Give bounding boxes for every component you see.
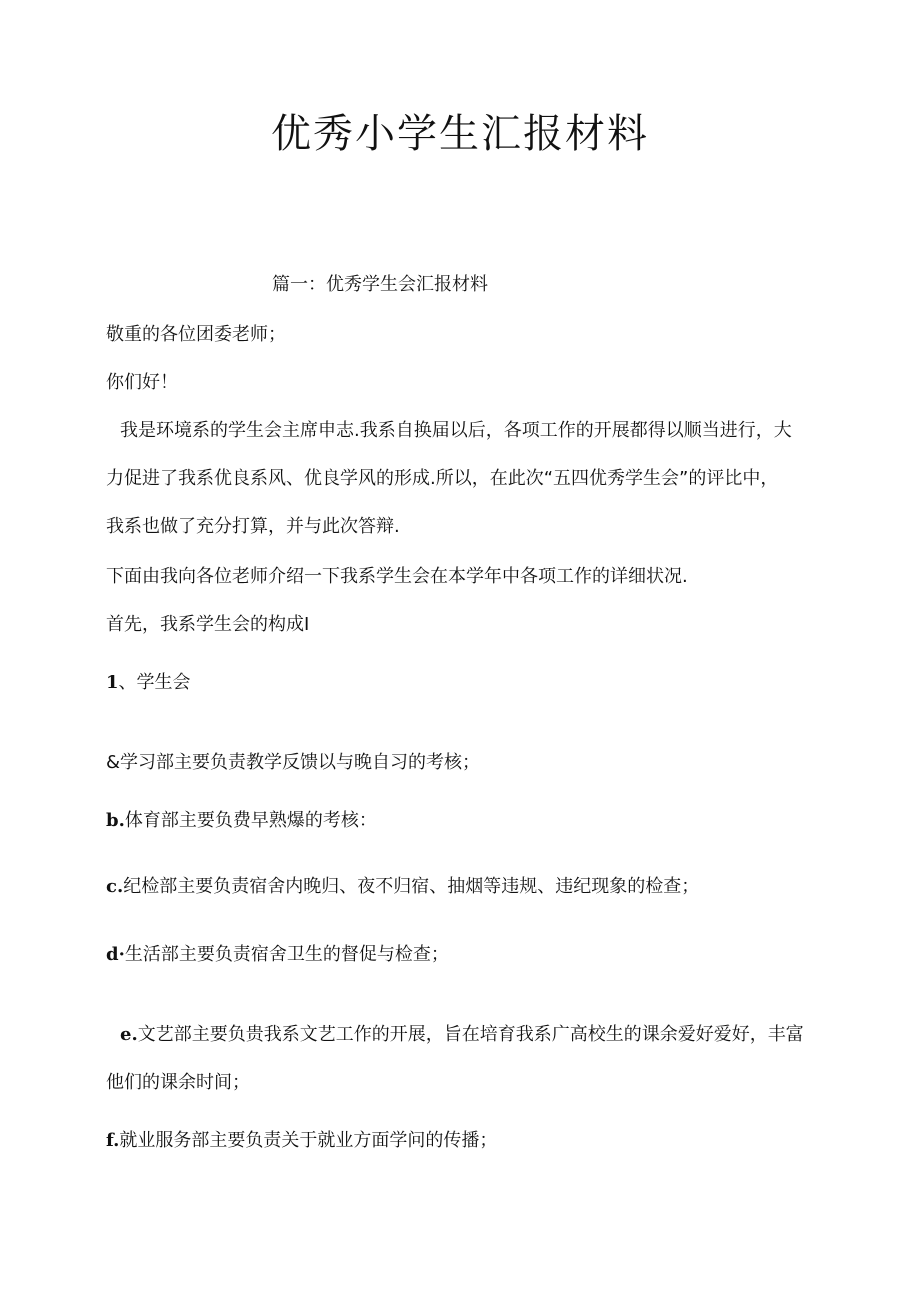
- item-text: 学习部主要负责教学反馈以与晚自习的考核；: [120, 752, 481, 773]
- section-heading-student-union: [106, 672, 191, 694]
- list-item-discipline-dept: [106, 876, 699, 898]
- item-text: 文艺部主要负贵我系文艺工作的开展，旨在培育我系广高校生的课余爱好爱好，丰富: [137, 1024, 804, 1045]
- intro-line-2: 力促进了我系优良系风、优良学风的形成.所以，在此次“五四优秀学生会”的评比中，: [106, 468, 779, 489]
- greeting: 你们好！: [106, 372, 178, 393]
- item-text: 体育部主要负费早熟爆的考核：: [124, 810, 377, 831]
- item-text: 生活部主要负责宿舍卫生的督促与检查；: [124, 944, 449, 965]
- composition-line: 首先，我系学生会的构成I: [106, 614, 310, 635]
- section-number: 1: [106, 672, 119, 693]
- list-item-sports-dept: [106, 810, 377, 832]
- intro-line-1: 我是环境系的学生会主席申志.我系自换届以后，各项工作的开展都得以顺当进行，大: [120, 420, 792, 441]
- salutation: 敬重的各位团委老师；: [106, 324, 286, 345]
- list-item-arts-dept: [120, 1024, 804, 1046]
- item-marker: f.: [106, 1130, 120, 1151]
- list-item-life-dept: [106, 944, 449, 966]
- item-marker: d·: [106, 944, 125, 965]
- item-marker: c.: [106, 876, 124, 897]
- document-title: 优秀小学生汇报材料: [271, 111, 649, 157]
- list-item-employment-dept: [106, 1130, 497, 1152]
- item-marker: e.: [120, 1024, 138, 1045]
- list-item-arts-dept-continued: 他们的课余时间；: [106, 1072, 250, 1093]
- overview-line: 下面由我向各位老师介绍一下我系学生会在本学年中各项工作的详细状况.: [106, 566, 688, 587]
- item-text: 就业服务部主要负责关于就业方面学问的传播；: [119, 1130, 498, 1151]
- list-item-study-dept: [106, 752, 480, 774]
- item-marker: b.: [106, 810, 125, 831]
- intro-line-3: 我系也做了充分打算，并与此次答辩.: [106, 516, 400, 537]
- chapter-subtitle: 篇一：优秀学生会汇报材料: [272, 274, 488, 295]
- item-marker: &: [106, 752, 121, 773]
- item-text: 纪检部主要负责宿舍内晚归、夜不归宿、抽烟等违规、违纪现象的检查；: [123, 876, 700, 897]
- section-label: 、学生会: [118, 672, 191, 693]
